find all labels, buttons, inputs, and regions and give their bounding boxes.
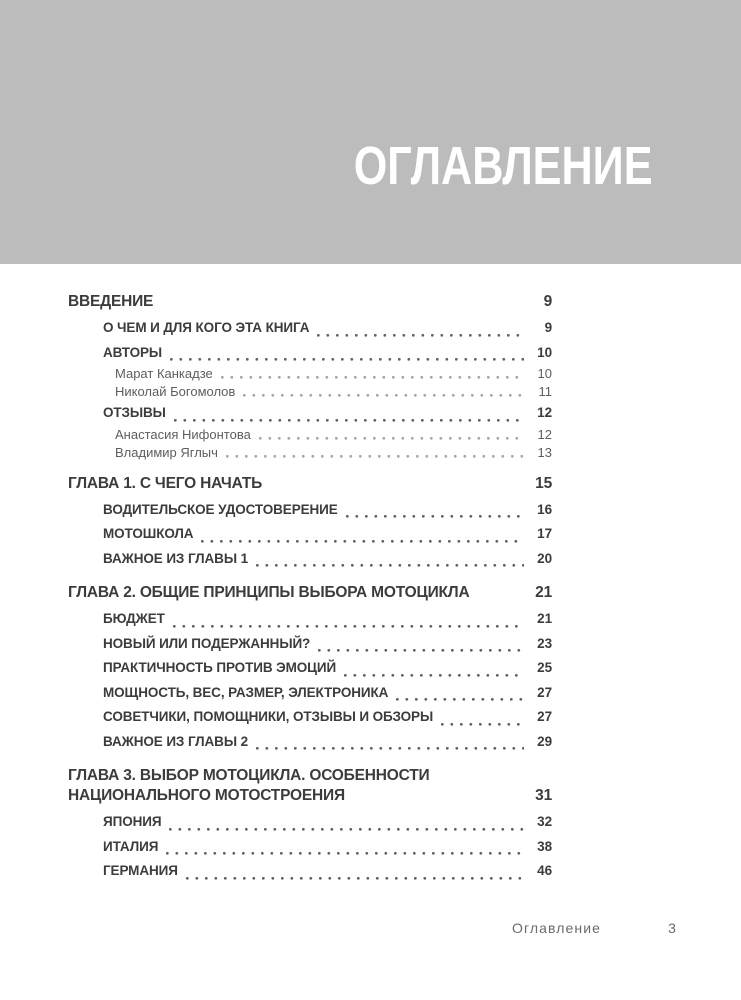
toc-entry-label: ГЕРМАНИЯ	[103, 863, 178, 878]
toc-entry-row	[68, 859, 552, 884]
toc-chapter-row	[68, 292, 552, 312]
toc-chapter-row	[68, 583, 552, 603]
toc-page-number: 20	[537, 550, 552, 566]
footer-page-number: 3	[668, 920, 677, 936]
toc-page-number: 21	[537, 611, 552, 626]
toc-entry-row	[68, 681, 552, 706]
toc-entry-row	[68, 401, 552, 426]
toc-entry-row	[68, 341, 552, 366]
dot-leader	[174, 419, 524, 422]
toc-entry-label: ВВЕДЕНИЕ	[68, 293, 154, 310]
toc-chapter-row	[68, 766, 552, 806]
dot-leader	[318, 649, 524, 652]
toc-page-number: 10	[537, 366, 552, 381]
toc-entry-label: ОТЗЫВЫ	[103, 405, 166, 420]
toc-entry-row	[68, 498, 552, 523]
dot-leader	[256, 564, 524, 567]
toc-entry-label: СОВЕТЧИКИ, ПОМОЩНИКИ, ОТЗЫВЫ И ОБЗОРЫ	[103, 709, 434, 724]
toc-entry-label: ГЛАВА 1. С ЧЕГО НАЧАТЬ	[68, 474, 263, 492]
toc-page-number: 17	[537, 526, 552, 541]
dot-leader	[173, 625, 524, 628]
page-title: ОГЛАВЛЕНИЕ	[354, 136, 653, 196]
toc-entry-label: ПРАКТИЧНОСТЬ ПРОТИВ ЭМОЦИЙ	[103, 660, 337, 675]
footer-section-label: Оглавление	[512, 920, 602, 936]
toc-chapter-row	[68, 474, 552, 494]
dot-leader	[166, 852, 524, 855]
toc-entry-label: Марат Канкадзе	[115, 366, 213, 381]
dot-leader	[169, 828, 524, 831]
dot-leader	[226, 455, 524, 458]
toc-page-number: 11	[538, 384, 552, 399]
dot-leader	[256, 747, 524, 750]
toc-page-number: 13	[537, 444, 552, 460]
toc-entry-label: ИТАЛИЯ	[103, 838, 159, 854]
dot-leader	[441, 723, 524, 726]
toc-entry-label: ВАЖНОЕ ИЗ ГЛАВЫ 2	[103, 733, 249, 749]
dot-leader	[186, 877, 524, 880]
table-of-contents	[68, 284, 552, 884]
toc-page-number: 21	[535, 584, 552, 601]
toc-entry-label: ВОДИТЕЛЬСКОЕ УДОСТОВЕРЕНИЕ	[103, 501, 338, 517]
toc-page-number: 32	[537, 814, 552, 829]
toc-entry-label: Николай Богомолов	[115, 384, 236, 399]
toc-page-number: 46	[537, 863, 552, 878]
page-footer	[512, 920, 677, 936]
toc-entry-label: Анастасия Нифонтова	[115, 426, 251, 442]
toc-entry-label: АВТОРЫ	[103, 344, 163, 360]
toc-entry-row	[68, 365, 552, 383]
toc-page-number: 9	[544, 320, 552, 335]
toc-entry-label: Владимир Яглыч	[115, 444, 218, 460]
dot-leader	[170, 358, 524, 361]
toc-page-number: 23	[537, 635, 552, 651]
dot-leader	[344, 674, 524, 677]
toc-entry-row	[68, 705, 552, 730]
toc-page-number: 27	[537, 684, 552, 700]
dot-leader	[221, 376, 524, 379]
toc-page-number: 12	[537, 405, 552, 420]
toc-entry-row	[68, 316, 552, 341]
toc-entry-row	[68, 730, 552, 755]
toc-page-number: 12	[537, 426, 552, 442]
toc-entry-label: ЯПОНИЯ	[103, 814, 162, 829]
toc-page-number: 16	[537, 501, 552, 517]
toc-entry-label: МОТОШКОЛА	[103, 526, 194, 541]
toc-entry-row	[68, 426, 552, 444]
toc-entry-label: ВАЖНОЕ ИЗ ГЛАВЫ 1	[103, 550, 249, 566]
toc-entry-label: ГЛАВА 2. ОБЩИЕ ПРИНЦИПЫ ВЫБОРА МОТОЦИКЛА	[68, 584, 470, 601]
dot-leader	[243, 394, 524, 397]
dot-leader	[317, 334, 524, 337]
toc-entry-row	[68, 522, 552, 547]
toc-page-number: 25	[537, 660, 552, 675]
toc-page-number: 29	[537, 733, 552, 749]
toc-entry-label: ГЛАВА 3. ВЫБОР МОТОЦИКЛА. ОСОБЕННОСТИ НАЦИОНАЛЬНОГО МОТОСТРОЕНИЯ	[68, 767, 430, 804]
toc-page-number: 15	[535, 474, 552, 492]
toc-page-number: 10	[537, 344, 552, 360]
toc-entry-row	[68, 656, 552, 681]
toc-entry-label: О ЧЕМ И ДЛЯ КОГО ЭТА КНИГА	[103, 320, 310, 335]
toc-entry-row	[68, 383, 552, 401]
toc-entry-label: МОЩНОСТЬ, ВЕС, РАЗМЕР, ЭЛЕКТРОНИКА	[103, 684, 389, 700]
dot-leader	[396, 698, 524, 701]
dot-leader	[201, 540, 524, 543]
dot-leader	[346, 515, 524, 518]
toc-page-number: 38	[537, 838, 552, 854]
toc-entry-row	[68, 810, 552, 835]
toc-page-number: 27	[537, 709, 552, 724]
toc-page-number: 31	[535, 787, 552, 804]
toc-entry-row	[68, 444, 552, 462]
toc-entry-label: БЮДЖЕТ	[103, 611, 165, 626]
toc-entry-row	[68, 607, 552, 632]
toc-entry-label: НОВЫЙ ИЛИ ПОДЕРЖАННЫЙ?	[103, 635, 311, 651]
toc-entry-row	[68, 835, 552, 860]
toc-entry-row	[68, 547, 552, 572]
toc-page-number: 9	[543, 293, 552, 310]
toc-entry-row	[68, 632, 552, 657]
page-header-banner	[0, 0, 741, 264]
dot-leader	[259, 437, 524, 440]
